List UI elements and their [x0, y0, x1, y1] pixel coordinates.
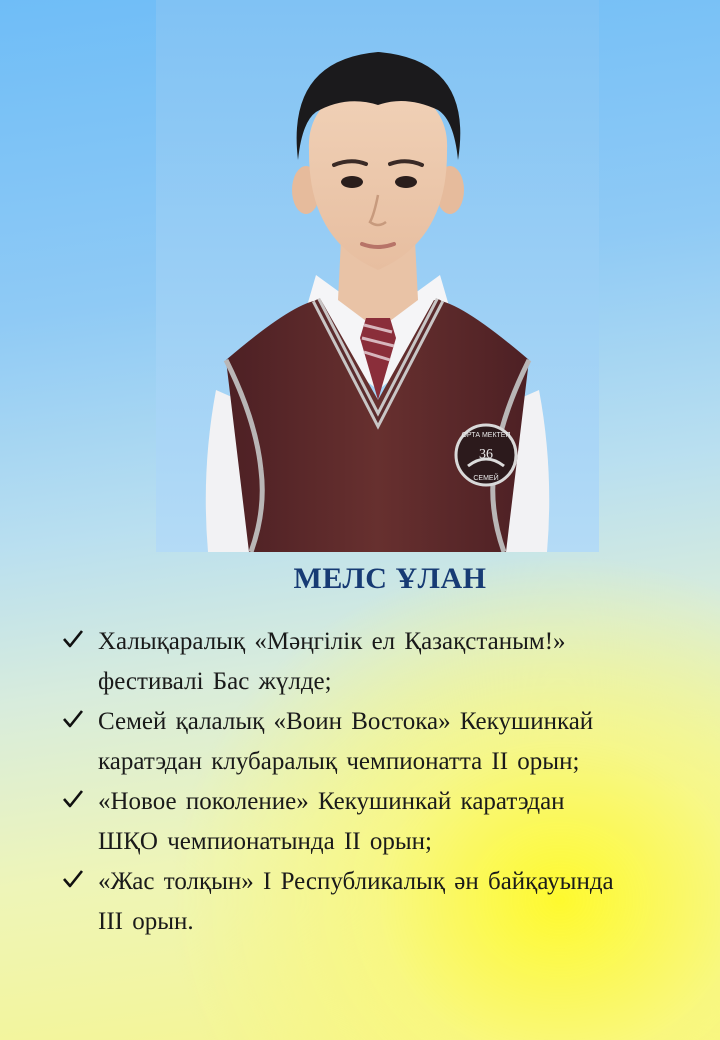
achievement-line: «Новое поколение» Кекушинкай каратэдан [98, 788, 565, 815]
achievement-line: Халықаралық «Мәңгілік ел Қазақстаным!» [98, 628, 566, 655]
achievement-line: фестивалі Бас жүлде; [98, 668, 332, 695]
checkmark-icon [62, 868, 84, 890]
badge-text-bottom: СЕМЕЙ [473, 475, 499, 482]
student-portrait-illustration [156, 0, 599, 552]
achievement-line: каратэдан клубаралық чемпионатта ІІ орын; [98, 748, 580, 775]
achievement-line: Семей қалалық «Воин Востока» Кекушинкай [98, 708, 594, 735]
badge-number: 36 [479, 447, 493, 462]
checkmark-icon [62, 708, 84, 730]
achievement-item [62, 622, 702, 702]
achievement-line: ШҚО чемпионатында ІІ орын; [98, 828, 432, 855]
achievement-item [62, 782, 702, 862]
student-name: МЕЛС ҰЛАН [293, 562, 487, 595]
achievement-line: ІІІ орын. [98, 908, 194, 935]
student-photo [156, 0, 599, 552]
badge-text-top: ОРТА МЕКТЕП [461, 432, 511, 439]
achievement-item [62, 702, 702, 782]
checkmark-icon [62, 628, 84, 650]
achievement-line: «Жас толқын» І Республикалық ән байқауында [98, 868, 614, 895]
checkmark-icon [62, 788, 84, 810]
achievements-list [62, 622, 702, 942]
achievement-item [62, 862, 702, 942]
